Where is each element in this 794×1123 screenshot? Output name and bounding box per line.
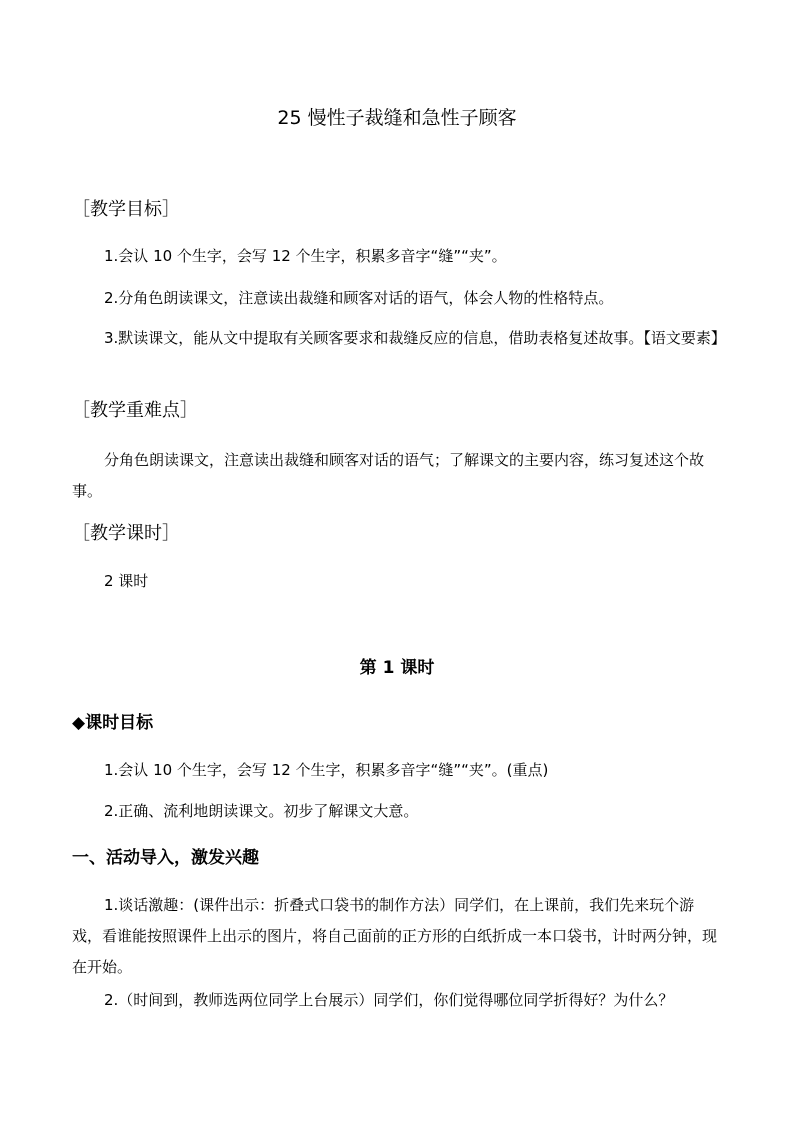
lesson-goal-1: 1.会认 10 个生字，会写 12 个生字，积累多音字“缝”“夹”。(重点) <box>104 761 549 779</box>
teaching-hours-heading: ［教学课时］ <box>72 523 180 544</box>
teaching-goals-heading: ［教学目标］ <box>72 199 180 220</box>
teaching-hours-text: 2 课时 <box>104 572 149 590</box>
key-points-heading: ［教学重难点］ <box>72 400 198 421</box>
teaching-goal-2: 2.分角色朗读课文，注意读出裁缝和顾客对话的语气，体会人物的性格特点。 <box>104 289 614 307</box>
teaching-goal-1: 1.会认 10 个生字，会写 12 个生字，积累多音字“缝”“夹”。 <box>104 247 507 265</box>
part-one-heading: 一、活动导入，激发兴趣 <box>72 848 259 868</box>
part-one-item-2: 2.（时间到，教师选两位同学上台展示）同学们，你们觉得哪位同学折得好？为什么？ <box>104 991 674 1009</box>
lesson-goal-2: 2.正确、流利地朗读课文。初步了解课文大意。 <box>104 802 419 820</box>
lesson-title: 第 1 课时 <box>359 658 435 678</box>
teaching-goal-3: 3.默读课文，能从文中提取有关顾客要求和裁缝反应的信息，借助表格复述故事。【语文要素】 <box>104 329 726 347</box>
document-title: 25 慢性子裁缝和急性子顾客 <box>277 107 517 129</box>
key-points-text: 分角色朗读课文，注意读出裁缝和顾客对话的语气；了解课文的主要内容，练习复述这个故事。 <box>72 451 705 500</box>
part-one-item-1: 1.谈话激趣：(课件出示：折叠式口袋书的制作方法）同学们，在上课前，我们先来玩个游戏，看谁能按照课件上出示的图片，将自己面前的正方形的白纸折成一本口袋书，计时两分钟，现在开始。 <box>72 896 718 976</box>
lesson-goals-heading: ◆课时目标 <box>72 713 154 733</box>
